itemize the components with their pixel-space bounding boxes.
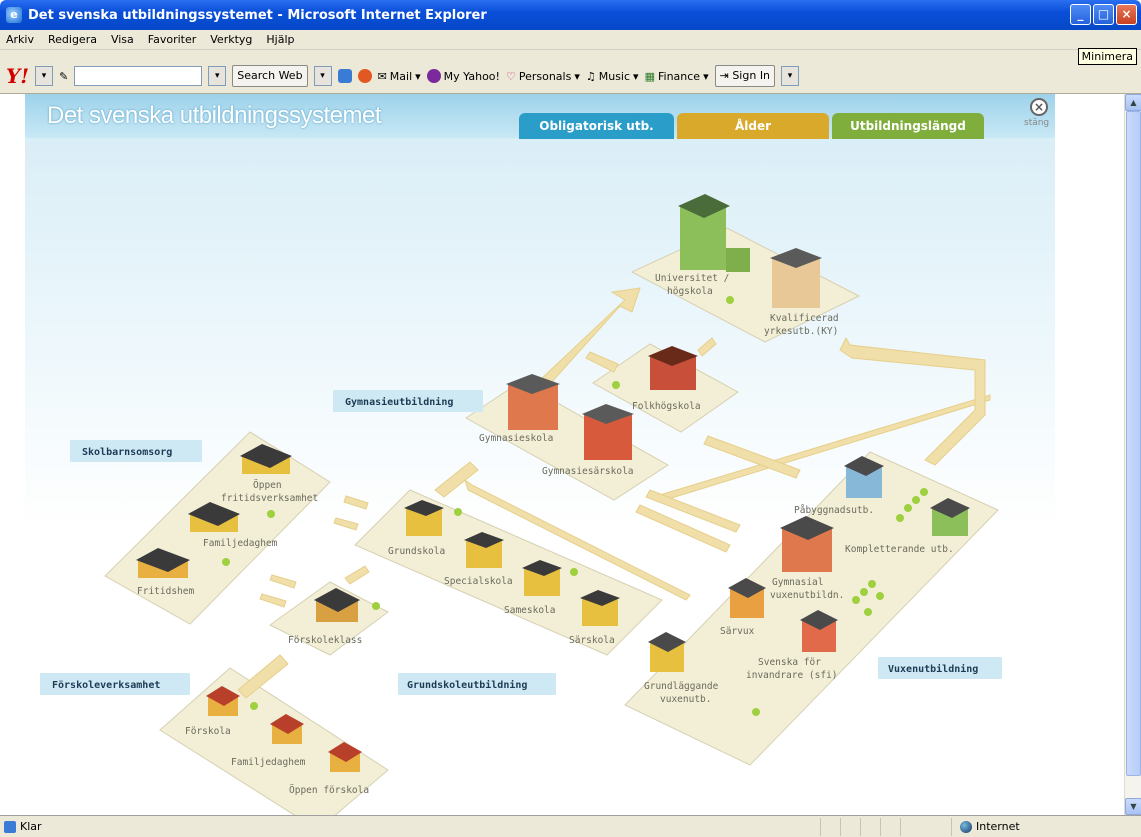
- menu-visa[interactable]: Visa: [110, 33, 134, 46]
- category-forskoleverksamhet[interactable]: Förskoleverksamhet: [52, 680, 161, 691]
- my-yahoo-icon: [427, 69, 441, 83]
- window-titlebar: [0, 0, 1141, 30]
- sign-in-dropdown[interactable]: ▾: [781, 66, 799, 86]
- zone-text: Internet: [976, 820, 1020, 833]
- label-oppen-fritids-2[interactable]: fritidsverksamhet: [221, 493, 319, 504]
- scroll-thumb[interactable]: [1126, 111, 1141, 776]
- app-title: Det svenska utbildningssystemet: [47, 102, 381, 129]
- gymnasieskola-building: [506, 374, 560, 430]
- label-gymnasiesarskola[interactable]: Gymnasiesärskola: [542, 466, 634, 477]
- close-icon[interactable]: ×: [1030, 98, 1048, 116]
- grundlaggande-building: [648, 632, 686, 672]
- label-oppen-fritids-1[interactable]: Öppen: [253, 480, 282, 491]
- arrow-folk-univ: [698, 338, 716, 356]
- highlight-icon[interactable]: [338, 69, 352, 83]
- minimize-tooltip: Minimera: [1078, 48, 1137, 65]
- arrow-fk-2: [260, 594, 286, 607]
- category-vuxenutbildning[interactable]: Vuxenutbildning: [888, 664, 979, 675]
- scroll-down-button[interactable]: ▼: [1125, 798, 1141, 815]
- scroll-up-button[interactable]: ▲: [1125, 94, 1141, 111]
- close-window-button[interactable]: ×: [1116, 4, 1137, 25]
- browser-viewport: [0, 94, 1141, 815]
- label-sfi-2[interactable]: invandrare (sfi): [746, 670, 838, 681]
- yahoo-toolbar: [0, 50, 1141, 94]
- education-app: [25, 94, 1055, 815]
- university-building: [678, 194, 750, 272]
- arrow-grund-vuxen: [646, 490, 740, 532]
- menu-redigera[interactable]: Redigera: [47, 33, 97, 46]
- label-gymnasial-2[interactable]: vuxenutbildn.: [770, 590, 845, 601]
- yahoo-logo-icon[interactable]: Y!: [6, 64, 30, 88]
- label-universitet-2[interactable]: högskola: [667, 286, 713, 297]
- search-options-dropdown[interactable]: ▾: [314, 66, 332, 86]
- arrow-grund-vuxen-2: [636, 505, 730, 552]
- label-specialskola[interactable]: Specialskola: [444, 576, 513, 587]
- menu-bar: [0, 30, 1141, 50]
- label-familjedaghem-b[interactable]: Familjedaghem: [231, 757, 306, 768]
- category-grundskoleutbildning[interactable]: Grundskoleutbildning: [407, 680, 528, 691]
- label-pabyggnad[interactable]: Påbyggnadsutb.: [794, 505, 875, 516]
- arrow-fritids-grund: [344, 496, 368, 509]
- label-grundlaggande-1[interactable]: Grundläggande: [644, 681, 719, 692]
- ky-building: [770, 248, 822, 308]
- tab-obligatorisk[interactable]: Obligatorisk utb.: [519, 113, 674, 139]
- search-web-button[interactable]: Search Web: [232, 65, 307, 87]
- category-skolbarnsomsorg[interactable]: Skolbarnsomsorg: [82, 447, 173, 458]
- label-gymnasieskola[interactable]: Gymnasieskola: [479, 433, 554, 444]
- mail-icon: ✉: [377, 69, 387, 83]
- label-fritidshem[interactable]: Fritidshem: [137, 586, 195, 597]
- personals-button[interactable]: ♡ Personals ▾: [505, 69, 580, 83]
- minimize-button[interactable]: _: [1070, 4, 1091, 25]
- finance-button[interactable]: ▦ Finance ▾: [644, 69, 709, 83]
- page-icon: [4, 821, 16, 833]
- menu-arkiv[interactable]: Arkiv: [6, 33, 34, 46]
- label-ky-2[interactable]: yrkesutb.(KY): [764, 326, 839, 337]
- label-sameskola[interactable]: Sameskola: [504, 605, 556, 616]
- sign-in-button[interactable]: ⇥ Sign In: [715, 65, 775, 87]
- sign-in-icon: ⇥: [719, 69, 729, 82]
- maximize-button[interactable]: □: [1093, 4, 1114, 25]
- anti-spy-icon[interactable]: [358, 69, 372, 83]
- mail-button[interactable]: ✉ Mail ▾: [377, 69, 421, 83]
- globe-icon: [960, 821, 972, 833]
- menu-favoriter[interactable]: Favoriter: [147, 33, 197, 46]
- label-ky-1[interactable]: Kvalificerad: [770, 313, 839, 324]
- arrow-fk-1: [270, 575, 296, 588]
- status-text: Klar: [20, 820, 42, 833]
- search-history-dropdown[interactable]: ▾: [208, 66, 226, 86]
- category-gymnasieutbildning[interactable]: Gymnasieutbildning: [345, 397, 454, 408]
- music-button[interactable]: ♫ Music ▾: [585, 69, 639, 83]
- heart-icon: ♡: [505, 69, 516, 83]
- arrow-gym-folk: [586, 352, 618, 372]
- music-icon: ♫: [585, 69, 596, 83]
- tab-utbildningslangd[interactable]: Utbildningslängd: [832, 113, 984, 139]
- vertical-scrollbar[interactable]: [1124, 94, 1141, 815]
- label-grundskola[interactable]: Grundskola: [388, 546, 446, 557]
- label-oppen-forskola[interactable]: Öppen förskola: [289, 785, 370, 796]
- status-bar: [0, 815, 1141, 837]
- label-forskola[interactable]: Förskola: [185, 726, 231, 737]
- close-label[interactable]: stäng: [1024, 118, 1050, 128]
- pencil-icon[interactable]: ✎: [59, 69, 69, 83]
- label-familjedaghem-a[interactable]: Familjedaghem: [203, 538, 278, 549]
- label-gymnasial-1[interactable]: Gymnasial: [772, 577, 824, 588]
- arrow-fk-grund: [345, 566, 369, 584]
- label-sfi-1[interactable]: Svenska för: [758, 657, 821, 668]
- menu-hjalp[interactable]: Hjälp: [266, 33, 295, 46]
- label-universitet-1[interactable]: Universitet /: [655, 273, 730, 284]
- my-yahoo-button[interactable]: My Yahoo!: [427, 69, 500, 83]
- arrow-vuxen-to-ky: [840, 338, 985, 465]
- label-kompletterande[interactable]: Kompletterande utb.: [845, 544, 954, 555]
- search-input[interactable]: [74, 66, 202, 86]
- label-sarvux[interactable]: Särvux: [720, 626, 755, 637]
- security-zone: [951, 818, 1141, 836]
- platform-grundskola: [355, 490, 662, 655]
- window-title: Det svenska utbildningssystemet - Microsoft Internet Explorer: [28, 7, 487, 23]
- arrow-grund-fritids: [334, 518, 358, 530]
- platform-university: [632, 228, 859, 342]
- education-diagram: [25, 94, 1055, 815]
- yahoo-menu-dropdown[interactable]: ▾: [35, 66, 53, 86]
- ie-icon: e: [6, 7, 22, 23]
- label-grundlaggande-2[interactable]: vuxenutb.: [660, 694, 712, 705]
- platform-vuxen: [625, 452, 998, 765]
- tab-alder[interactable]: Ålder: [677, 113, 829, 139]
- label-sarskola[interactable]: Särskola: [569, 635, 615, 646]
- menu-verktyg[interactable]: Verktyg: [210, 33, 253, 46]
- label-forskoleklass[interactable]: Förskoleklass: [288, 635, 363, 646]
- label-folkhogskola[interactable]: Folkhögskola: [632, 401, 701, 412]
- gymnasiesarskola-building: [582, 404, 634, 460]
- finance-icon: ▦: [644, 69, 655, 83]
